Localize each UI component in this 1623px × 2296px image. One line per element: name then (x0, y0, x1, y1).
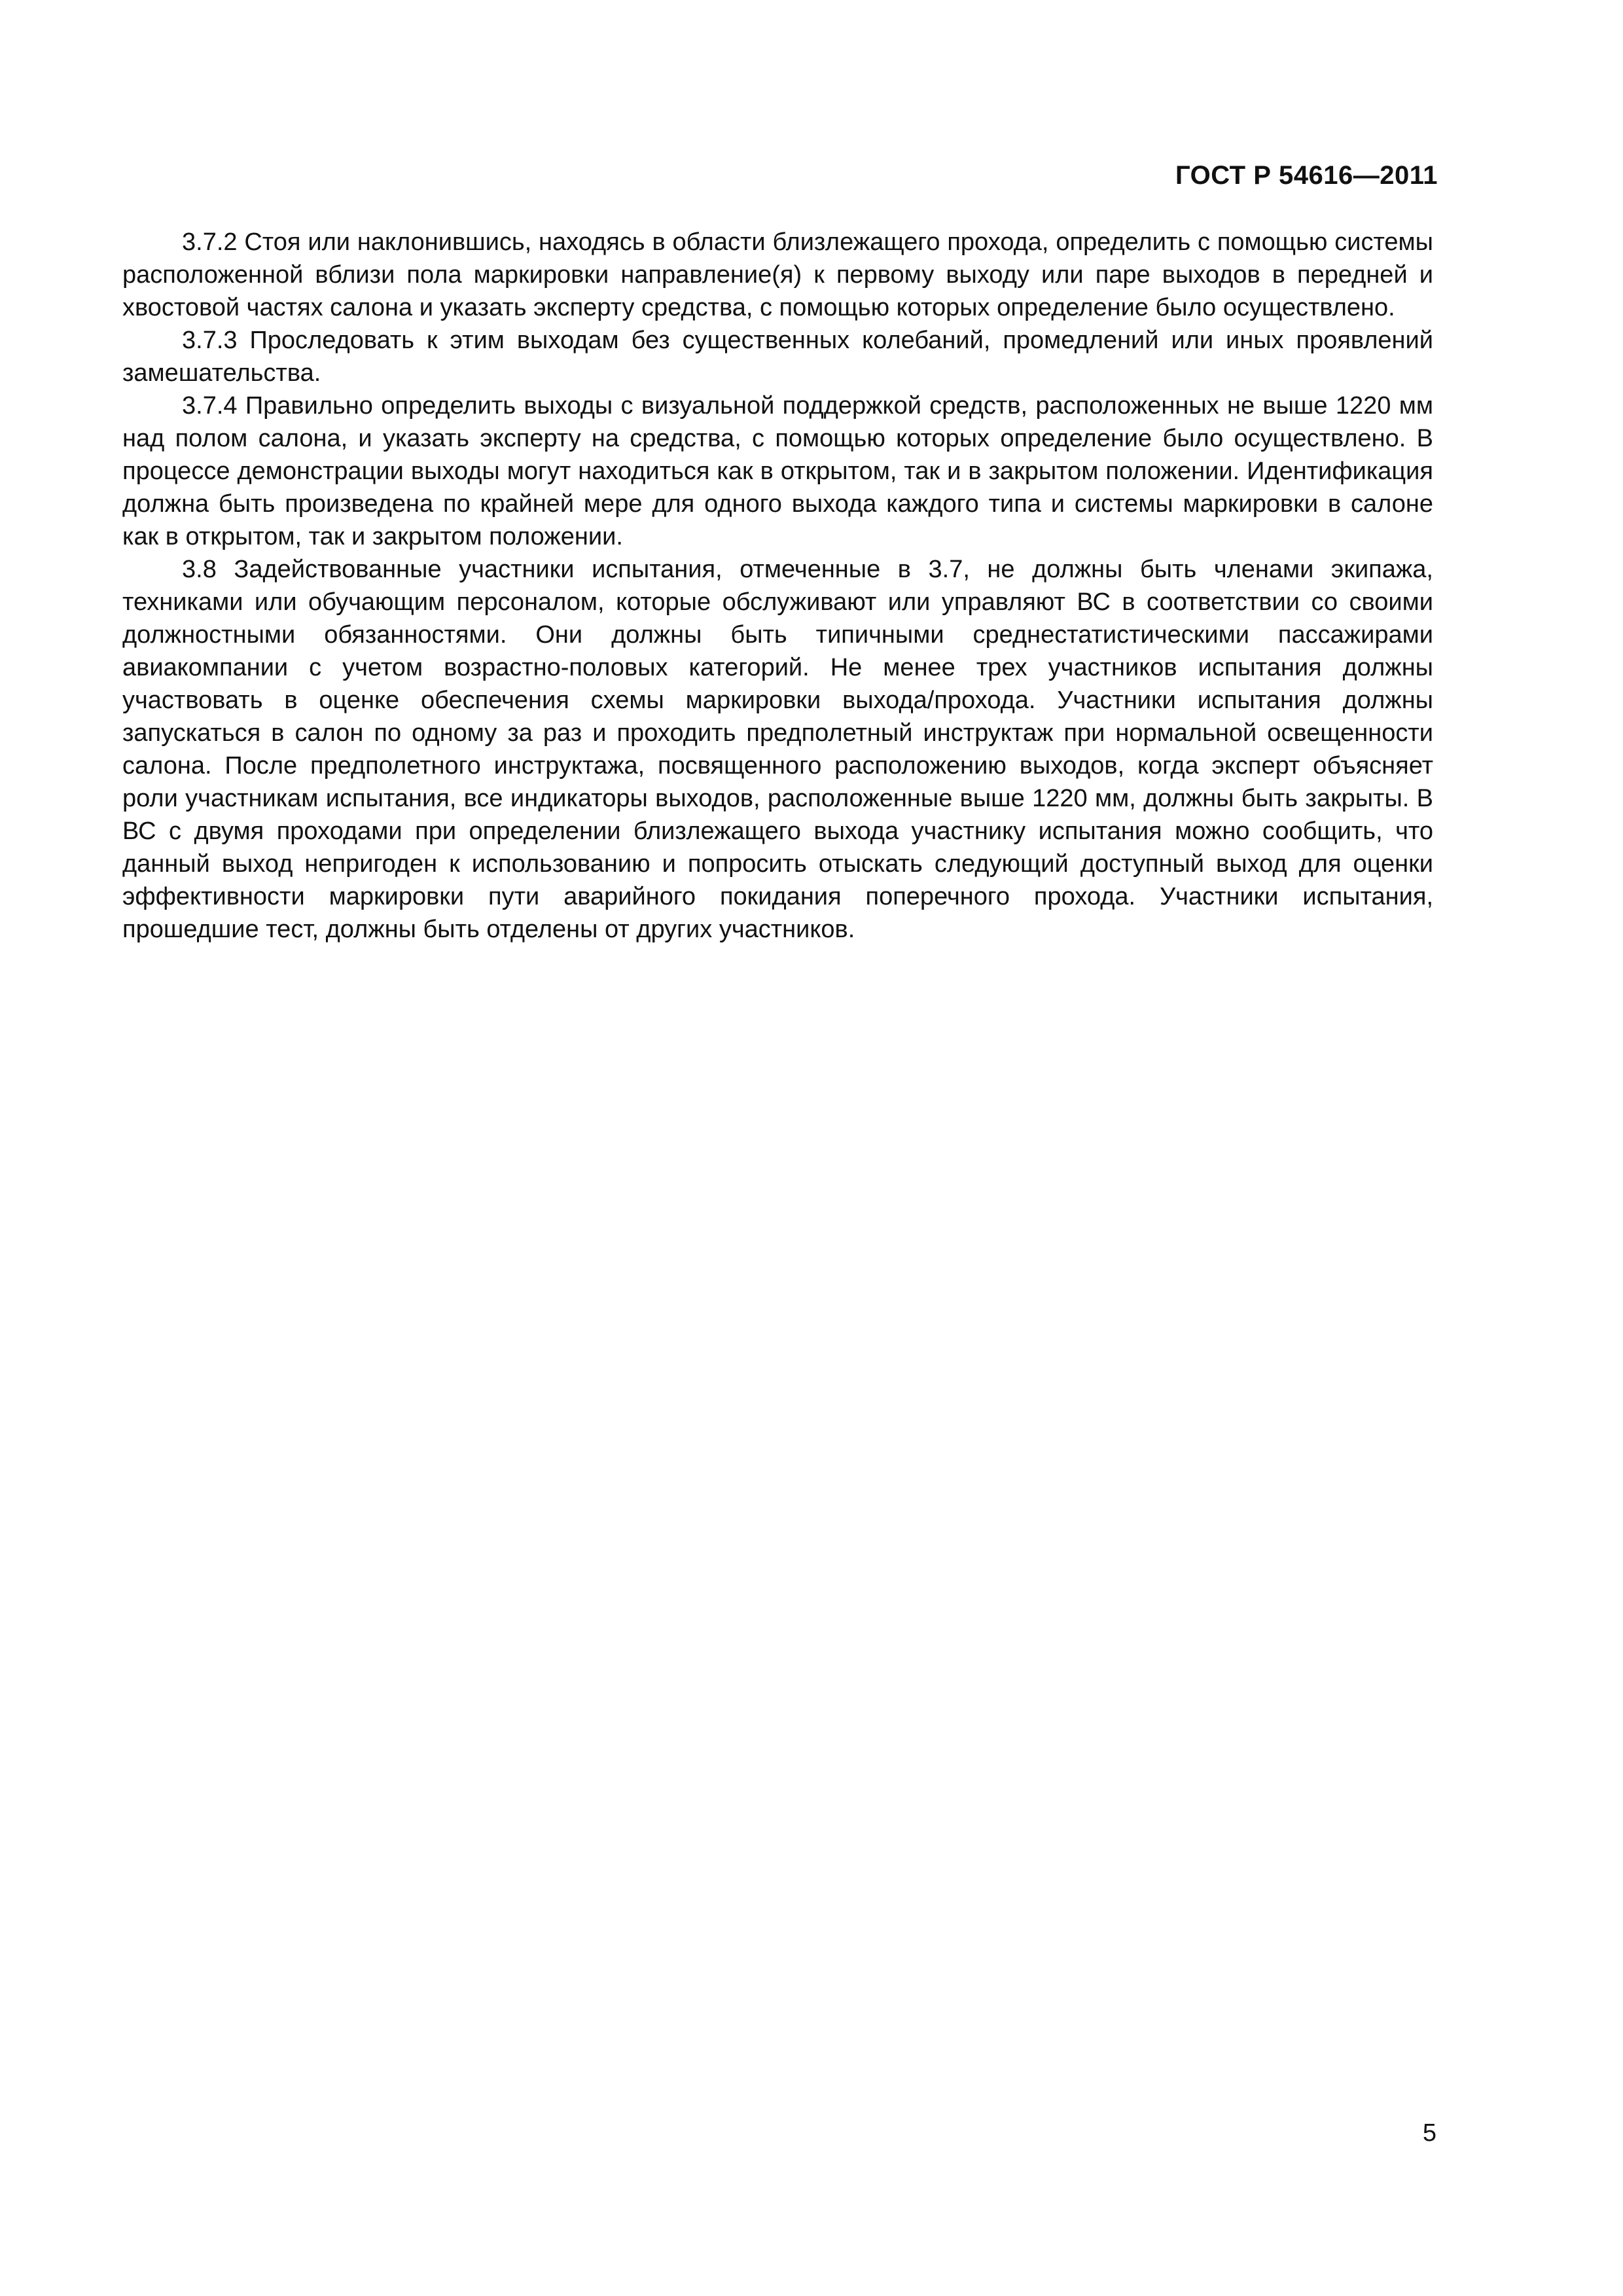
page-number: 5 (1422, 2119, 1436, 2147)
document-body (122, 226, 1433, 946)
paragraph-3-7-4: 3.7.4 Правильно определить выходы с визуальной поддержкой средств, расположенных не выше 1220 мм над полом салона, и указать эксперту на средства, с помощью которых определение было осуществлено. В процессе демонстрации выходы могут находиться как в открытом, так и в закрытом положении. Идентификация должна быть произведена по крайней мере для одного выхода каждого типа и системы маркировки в салоне как в открытом, так и закрытом положении. (122, 392, 1433, 550)
paragraph-3-7-3: 3.7.3 Проследовать к этим выходам без существенных колебаний, промедлений или иных проявлений замешательства. (122, 327, 1433, 387)
paragraph-3-8: 3.8 Задействованные участники испытания, отмеченные в 3.7, не должны быть членами экипажа, техниками или обучающим персоналом, которые обслуживают или управляют ВС в соответствии со своими должностными обязанностями. Они должны быть типичными среднестатистическими пассажирами авиакомпании с учетом возрастно-половых категорий. Не менее трех участников испытания должны участвовать в оценке обеспечения схемы маркировки выхода/прохода. Участники испытания должны запускаться в салон по одному за раз и проходить предполетный инструктаж при нормальной освещенности салона. После предполетного инструктажа, посвященного расположению выходов, когда эксперт объясняет роли участникам испытания, все индикаторы выходов, расположенные выше 1220 мм, должны быть закрыты. В ВС с двумя проходами при определении близлежащего выхода участнику испытания можно сообщить, что данный выход непригоден к использованию и попросить отыскать следующий доступный выход для оценки эффективности маркировки пути аварийного покидания поперечного прохода. Участники испытания, прошедшие тест, должны быть отделены от других участников. (122, 556, 1433, 943)
document-header: ГОСТ Р 54616—2011 (1175, 161, 1438, 190)
paragraph-3-7-2: 3.7.2 Стоя или наклонившись, находясь в области близлежащего прохода, определить с помощью системы расположенной вблизи пола маркировки направление(я) к первому выходу или паре выходов в передней и хвостовой частях салона и указать эксперту средства, с помощью которых определение было осуществлено. (122, 228, 1433, 321)
